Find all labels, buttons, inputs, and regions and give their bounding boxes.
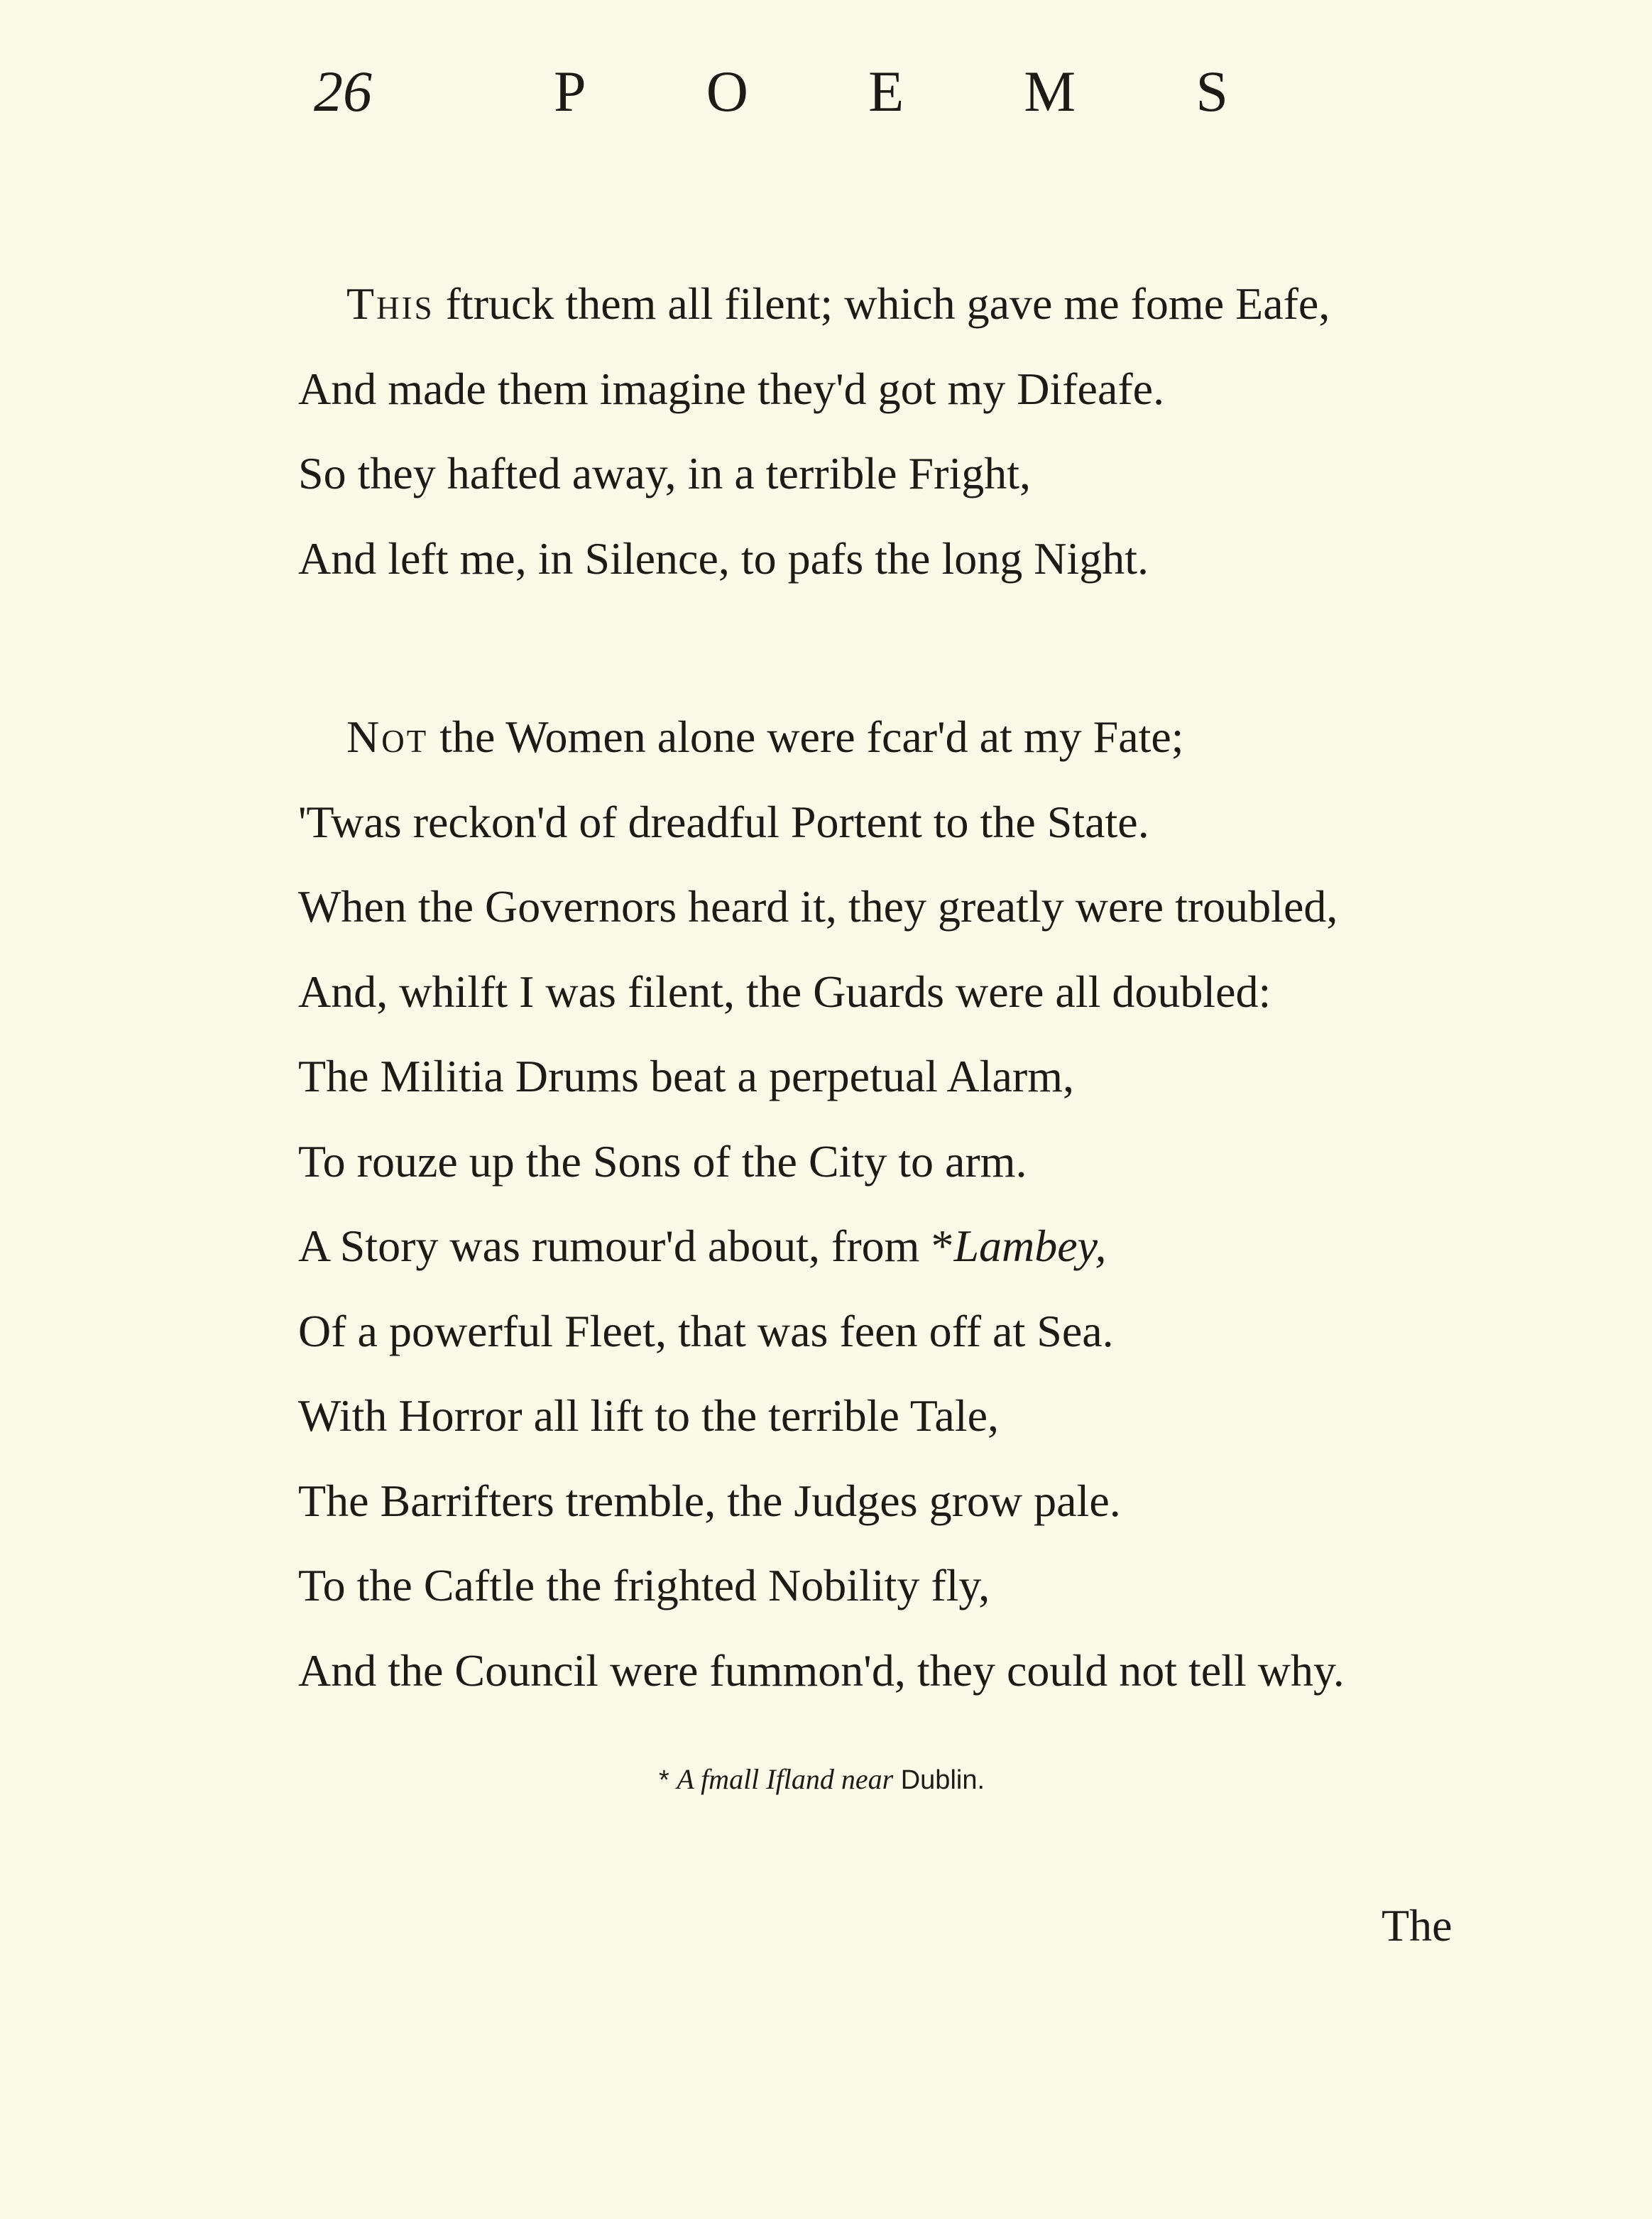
footnote-marker: * — [659, 1765, 669, 1795]
place-name: Lambey, — [953, 1221, 1107, 1271]
stanza — [298, 268, 1330, 608]
verse-text: A Story was rumour'd about, from — [298, 1221, 931, 1271]
stanza-lead-word: This — [346, 278, 434, 329]
stanza-lead-word: Not — [346, 712, 429, 762]
verse-line — [298, 268, 1330, 354]
verse-line: Of a powerful Fleet, that was feen off at Sea. — [298, 1305, 1114, 1356]
verse-line: And left me, in Silence, to pafs the long Night. — [298, 533, 1149, 584]
footnote-italic-text: A fmall Ifland near — [677, 1763, 894, 1795]
verse-line: The Militia Drums beat a perpetual Alarm, — [298, 1051, 1074, 1101]
verse-line: To rouze up the Sons of the City to arm. — [298, 1135, 1027, 1187]
verse-line: And the Council were fummon'd, they could not tell why. — [298, 1645, 1345, 1696]
verse-text: the Women alone were fcar'd at my Fate; — [428, 712, 1184, 762]
running-title — [554, 59, 1228, 124]
catchword: The — [1382, 1900, 1453, 1951]
verse-line: 'Twas reckon'd of dreadful Portent to the State. — [298, 796, 1149, 847]
verse-line: The Barrifters tremble, the Judges grow pale. — [298, 1475, 1121, 1526]
verse-line — [298, 702, 1345, 787]
verse-line: To the Caftle the frighted Nobility fly, — [298, 1560, 990, 1610]
verse-line: So they hafted away, in a terrible Fright, — [298, 448, 1031, 498]
verse-line — [298, 1211, 1345, 1296]
running-title-letter: O — [706, 59, 748, 124]
stanza — [298, 702, 1345, 1720]
running-title-letter: M — [1024, 59, 1076, 124]
verse-text: ftruck them all filent; which gave me fome Eafe, — [434, 278, 1330, 329]
footnote-roman-text: Dublin. — [900, 1765, 985, 1795]
page-number: 26 — [314, 59, 372, 124]
running-title-letter: S — [1196, 59, 1228, 124]
footnote — [659, 1765, 985, 1794]
verse-line: When the Governors heard it, they greatly were troubled, — [298, 881, 1338, 932]
running-title-letter: P — [554, 59, 586, 124]
verse-line: With Horror all lift to the terrible Tale, — [298, 1390, 999, 1441]
running-title-letter: E — [868, 59, 904, 124]
verse-line: And made them imagine they'd got my Difeafe. — [298, 363, 1165, 414]
verse-line: And, whilft I was filent, the Guards were all doubled: — [298, 966, 1271, 1017]
footnote-reference-marker[interactable]: * — [931, 1221, 954, 1271]
